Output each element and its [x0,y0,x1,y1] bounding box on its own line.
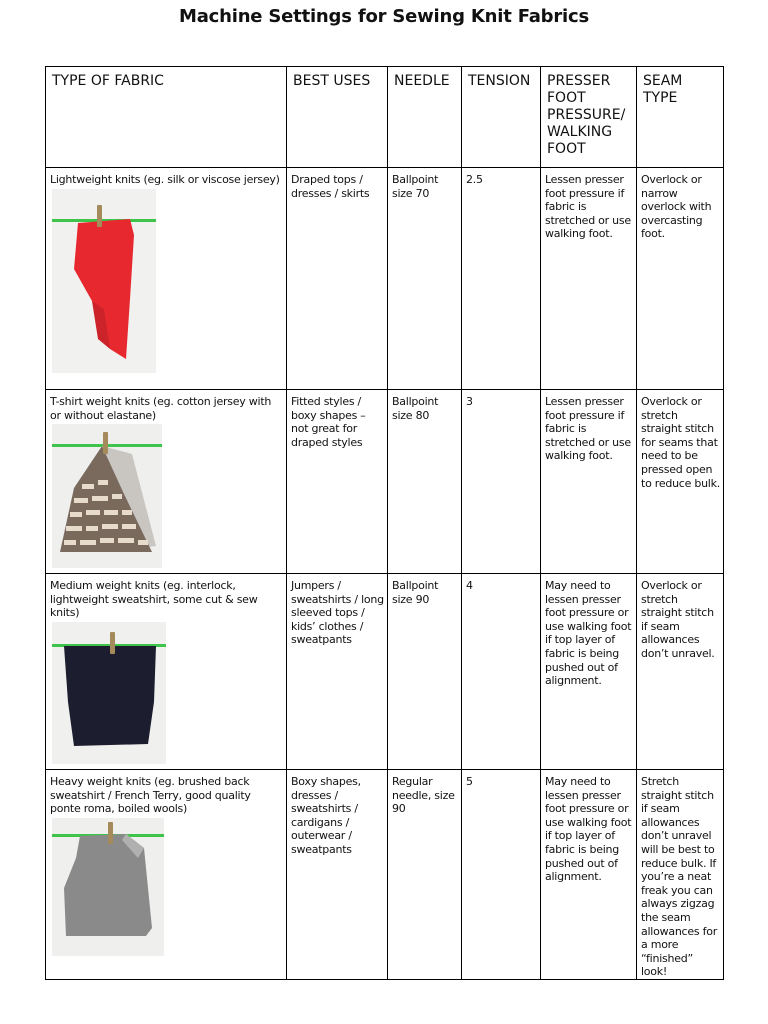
presser-foot: Lessen presser foot pressure if fabric is stretched or use walking foot. [545,395,631,463]
fabric-cell [46,168,287,390]
fabric-type: T-shirt weight knits (eg. cotton jersey with or without elastane) [50,395,272,422]
tshirt-knit-swatch-image [52,424,162,568]
best-uses: Jumpers / sweatshirts / long sleeved tops / kids’ clothes / sweatpants [291,579,384,647]
needle-cell [388,770,462,980]
seam-type: Stretch straight stitch if seam allowances don’t unravel will be best to reduce bulk. If you’re a neat freak you can always zigzag the seam allowances for a more “finished” look! [641,775,717,979]
table-row [46,574,724,770]
header-cell-uses [287,67,388,168]
header-cell-needle [388,67,462,168]
tension-cell [462,390,541,574]
best-uses: Fitted styles / boxy shapes – not great for draped styles [291,395,366,449]
needle-cell [388,168,462,390]
page-title: Machine Settings for Sewing Knit Fabrics [178,6,590,27]
presser-cell [541,770,637,980]
seam-cell [637,390,724,574]
heavy-knit-swatch-image [52,818,164,956]
seam-type: Overlock or narrow overlock with overcasting foot. [641,173,712,241]
best-uses: Boxy shapes, dresses / sweatshirts / cardigans / outerwear / sweatpants [291,775,361,856]
header-tension: TENSION [468,73,531,89]
best-uses: Draped tops / dresses / skirts [291,173,370,200]
tension: 3 [466,395,473,408]
tension-cell [462,574,541,770]
header-seam: SEAM TYPE [643,73,683,106]
header-cell-seam [637,67,724,168]
seam-cell [637,770,724,980]
seam-type: Overlock or stretch straight stitch for seams that need to be pressed open to reduce bulk. [641,395,720,490]
presser-cell [541,390,637,574]
table-row [46,390,724,574]
tension-cell [462,168,541,390]
presser-foot: May need to lessen presser foot pressure or use walking foot if top layer of fabric is being pushed out of alignment. [545,775,632,884]
header-fabric: TYPE OF FABRIC [52,73,164,89]
uses-cell [287,770,388,980]
needle-cell [388,574,462,770]
needle: Regular needle, size 90 [392,775,455,816]
seam-cell [637,574,724,770]
tension: 5 [466,775,473,788]
lightweight-knit-swatch-image [52,189,156,373]
uses-cell [287,168,388,390]
header-row [46,67,724,168]
header-cell-presser [541,67,637,168]
seam-type: Overlock or stretch straight stitch if seam allowances don’t unravel. [641,579,715,660]
presser-foot: May need to lessen presser foot pressure or use walking foot if top layer of fabric is being pushed out of alignment. [545,579,632,688]
seam-cell [637,168,724,390]
header-cell-tension [462,67,541,168]
needle: Ballpoint size 90 [392,579,439,606]
tension-cell [462,770,541,980]
header-cell-fabric [46,67,287,168]
uses-cell [287,574,388,770]
fabric-cell [46,574,287,770]
needle: Ballpoint size 70 [392,173,439,200]
presser-foot: Lessen presser foot pressure if fabric is stretched or use walking foot. [545,173,631,241]
settings-table [45,66,724,980]
tension: 2.5 [466,173,483,186]
header-uses: BEST USES [293,73,371,89]
fabric-type: Lightweight knits (eg. silk or viscose jersey) [50,173,280,186]
fabric-type: Medium weight knits (eg. interlock, lightweight sweatshirt, some cut & sew knits) [50,579,258,620]
table-row [46,168,724,390]
table-row [46,770,724,980]
medium-knit-swatch-image [52,622,166,764]
header-presser: PRESSER FOOT PRESSURE/ WALKING FOOT [547,73,626,157]
presser-cell [541,168,637,390]
uses-cell [287,390,388,574]
needle: Ballpoint size 80 [392,395,439,422]
fabric-cell [46,770,287,980]
fabric-type: Heavy weight knits (eg. brushed back sweatshirt / French Terry, good quality ponte roma, boiled wools) [50,775,251,816]
header-needle: NEEDLE [394,73,450,89]
needle-cell [388,390,462,574]
fabric-cell [46,390,287,574]
presser-cell [541,574,637,770]
tension: 4 [466,579,473,592]
